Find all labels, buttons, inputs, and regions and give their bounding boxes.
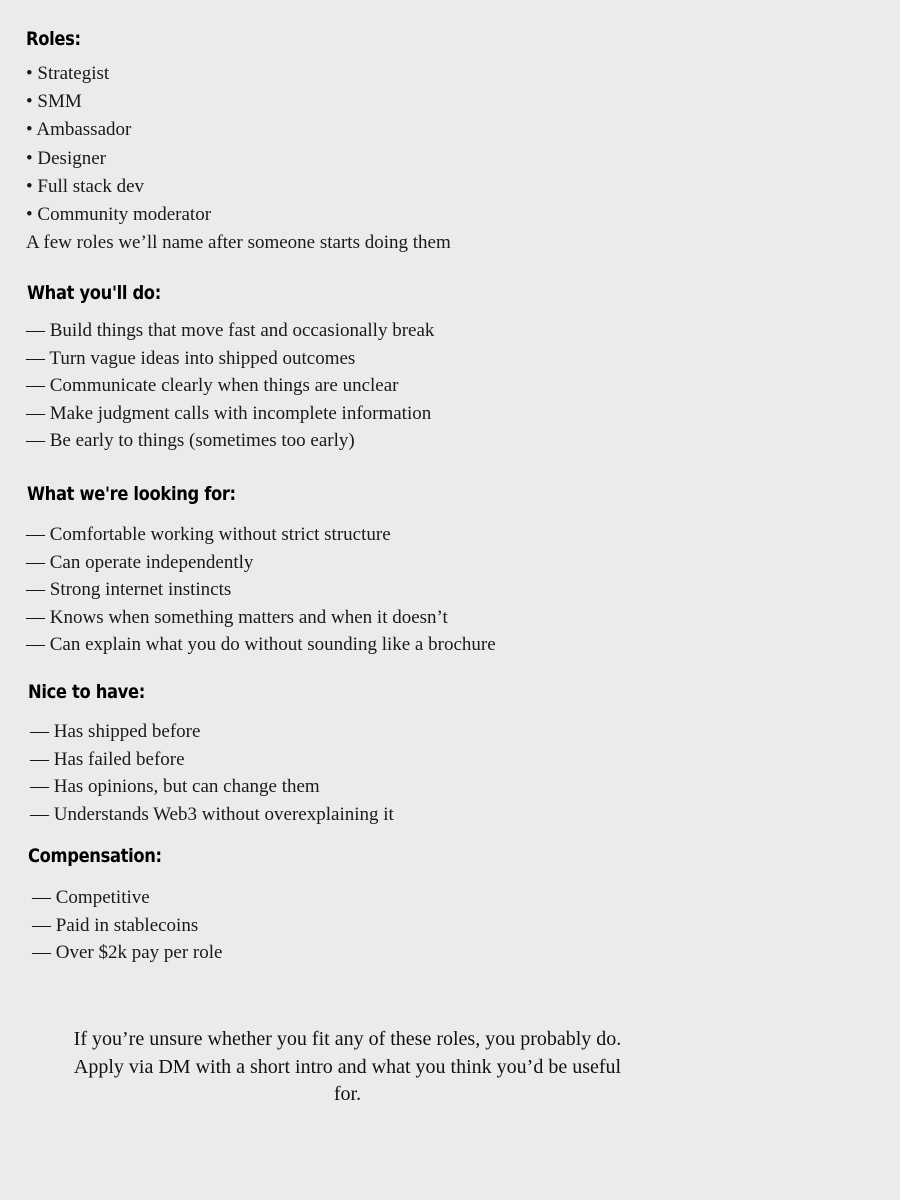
list-item: — Comfortable working without strict structure	[26, 524, 391, 545]
list-item: — Over $2k pay per role	[32, 942, 223, 964]
list-item: — Strong internet instincts	[26, 579, 232, 601]
looking-for-heading: What we're looking for:	[27, 483, 236, 505]
list-item: — Understands Web3 without overexplaining it	[30, 803, 394, 825]
list-item: • Strategist	[26, 63, 110, 84]
roles-list	[26, 60, 451, 257]
list-item: — Make judgment calls with incomplete information	[26, 402, 432, 424]
nice-to-have-list	[30, 718, 394, 828]
list-item: — Competitive	[32, 887, 150, 908]
what-youll-do-heading: What you'll do:	[27, 282, 161, 304]
list-item: — Be early to things (sometimes too early)	[26, 430, 355, 452]
list-item: — Has failed before	[30, 748, 185, 770]
what-youll-do-list	[26, 317, 434, 455]
nice-to-have-heading: Nice to have:	[28, 681, 145, 703]
outro-note	[60, 1026, 635, 1109]
list-item: — Paid in stablecoins	[32, 914, 199, 936]
list-item: — Knows when something matters and when it doesn’t	[26, 606, 448, 628]
list-item: — Has opinions, but can change them	[30, 776, 320, 798]
list-item: • SMM	[26, 91, 82, 113]
roles-heading: Roles:	[26, 28, 81, 50]
list-item: — Build things that move fast and occasionally break	[26, 320, 435, 341]
outro-line-unsure: If you’re unsure whether you fit any of these roles, you probably do.	[73, 1028, 622, 1050]
list-item: — Can explain what you do without sounding like a brochure	[26, 634, 496, 656]
outro-line-apply: Apply via DM with a short intro and what you think you’d be useful for.	[73, 1055, 622, 1105]
list-item: • Community moderator	[26, 203, 212, 225]
list-item: — Turn vague ideas into shipped outcomes	[26, 347, 356, 369]
list-item: — Communicate clearly when things are unclear	[26, 375, 399, 397]
list-item: • Ambassador	[26, 119, 132, 141]
list-item: A few roles we’ll name after someone starts doing them	[26, 232, 451, 254]
compensation-heading: Compensation:	[28, 845, 162, 867]
list-item: — Has shipped before	[30, 721, 201, 742]
list-item: — Can operate independently	[26, 551, 254, 573]
looking-for-list	[26, 521, 496, 659]
list-item: • Designer	[26, 147, 106, 169]
compensation-list	[32, 884, 222, 967]
list-item: • Full stack dev	[26, 175, 144, 197]
